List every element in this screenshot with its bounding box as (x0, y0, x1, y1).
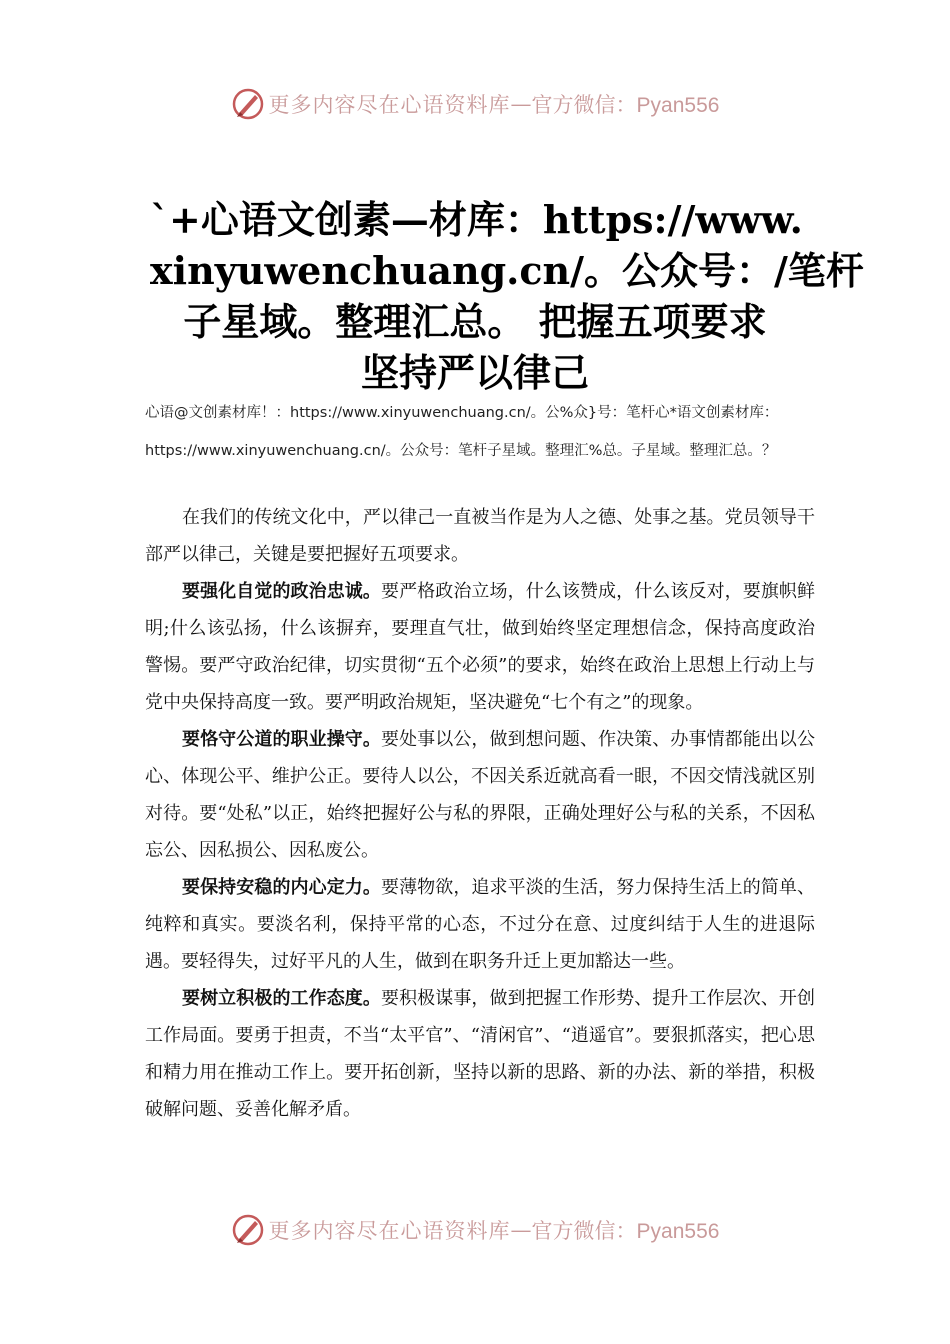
paragraph-heading: 要恪守公道的职业操守。 (182, 729, 381, 750)
source-note: 心语@文创素材库！：https://www.xinyuwenchuang.cn/。公%众}号：笔杆心*语文创素材库：https://www.xinyuwenchuang.cn/。公众号：笔杆子星域。整理汇%总。子星域。整理汇总。？ (145, 405, 779, 459)
paragraph-intro: 在我们的传统文化中，严以律己一直被当作是为人之德、处事之基。党员领导干部严以律己，关键是要把握好五项要求。 (145, 507, 815, 565)
paragraph-heading: 要树立积极的工作态度。 (182, 988, 381, 1009)
document-body (145, 499, 815, 1128)
document-title (150, 194, 864, 398)
title-line-1: `+心语文创素—材库：https://www. (150, 197, 803, 242)
banner-wechat: 官方微信：Pyan556 (531, 94, 720, 117)
title-line-4: 坚持严以律己 (360, 350, 589, 395)
pen-logo-icon (231, 87, 265, 121)
paragraph-work-attitude: 要树立积极的工作态度。要积极谋事，做到把握工作形势、提升工作层次、开创工作局面。要勇于担责，不当“太平官”、“清闲官”、“逍遥官”。要狠抓落实，把心思和精力用在推动工作上。要开拓创新，坚持以新的思路、新的办法、新的举措，积极破解问题、妥善化解矛盾。 (145, 988, 816, 1120)
banner-text: 更多内容尽在心语资料库 (268, 1219, 511, 1243)
banner-text: 更多内容尽在心语资料库 (268, 93, 511, 117)
paragraph-professional-ethics: 要恪守公道的职业操守。要处事以公，做到想问题、作决策、办事情都能出以公心、体现公平、维护公正。要待人以公，不因关系近就高看一眼，不因交情浅就区别对待。要“处私”以正，始终把握好公与私的界限，正确处理好公与私的关系，不因私忘公、因私损公、因私废公。 (145, 729, 816, 861)
paragraph-inner-stability: 要保持安稳的内心定力。要薄物欲，追求平淡的生活，努力保持生活上的简单、纯粹和真实。要淡名利，保持平常的心态，不过分在意、过度纠结于人生的进退际遇。要轻得失，过好平凡的人生，做到在职务升迁上更加豁达一些。 (145, 877, 816, 972)
paragraph-political-loyalty: 要强化自觉的政治忠诚。要严格政治立场，什么该赞成，什么该反对，要旗帜鲜明;什么该弘扬，什么该摒弃，要理直气壮，做到始终坚定理想信念，保持高度政治警惕。要严守政治纪律，切实贯彻“五个必须”的要求，始终在政治上思想上行动上与党中央保持高度一致。要严明政治规矩，坚决避免“七个有之”的现象。 (145, 581, 816, 713)
pen-logo-icon (231, 1213, 265, 1247)
banner-separator: — (510, 92, 532, 116)
footer-banner (0, 1210, 950, 1250)
title-line-3: 子星域。整理汇总。 把握五项要求 (183, 299, 767, 344)
header-banner (0, 84, 950, 124)
banner-wechat: 官方微信：Pyan556 (531, 1220, 720, 1243)
paragraph-heading: 要强化自觉的政治忠诚。 (182, 581, 381, 602)
title-line-2: xinyuwenchuang.cn/。公众号：/笔杆 (150, 248, 864, 293)
paragraph-heading: 要保持安稳的内心定力。 (182, 877, 381, 898)
banner-separator: — (510, 1218, 532, 1242)
